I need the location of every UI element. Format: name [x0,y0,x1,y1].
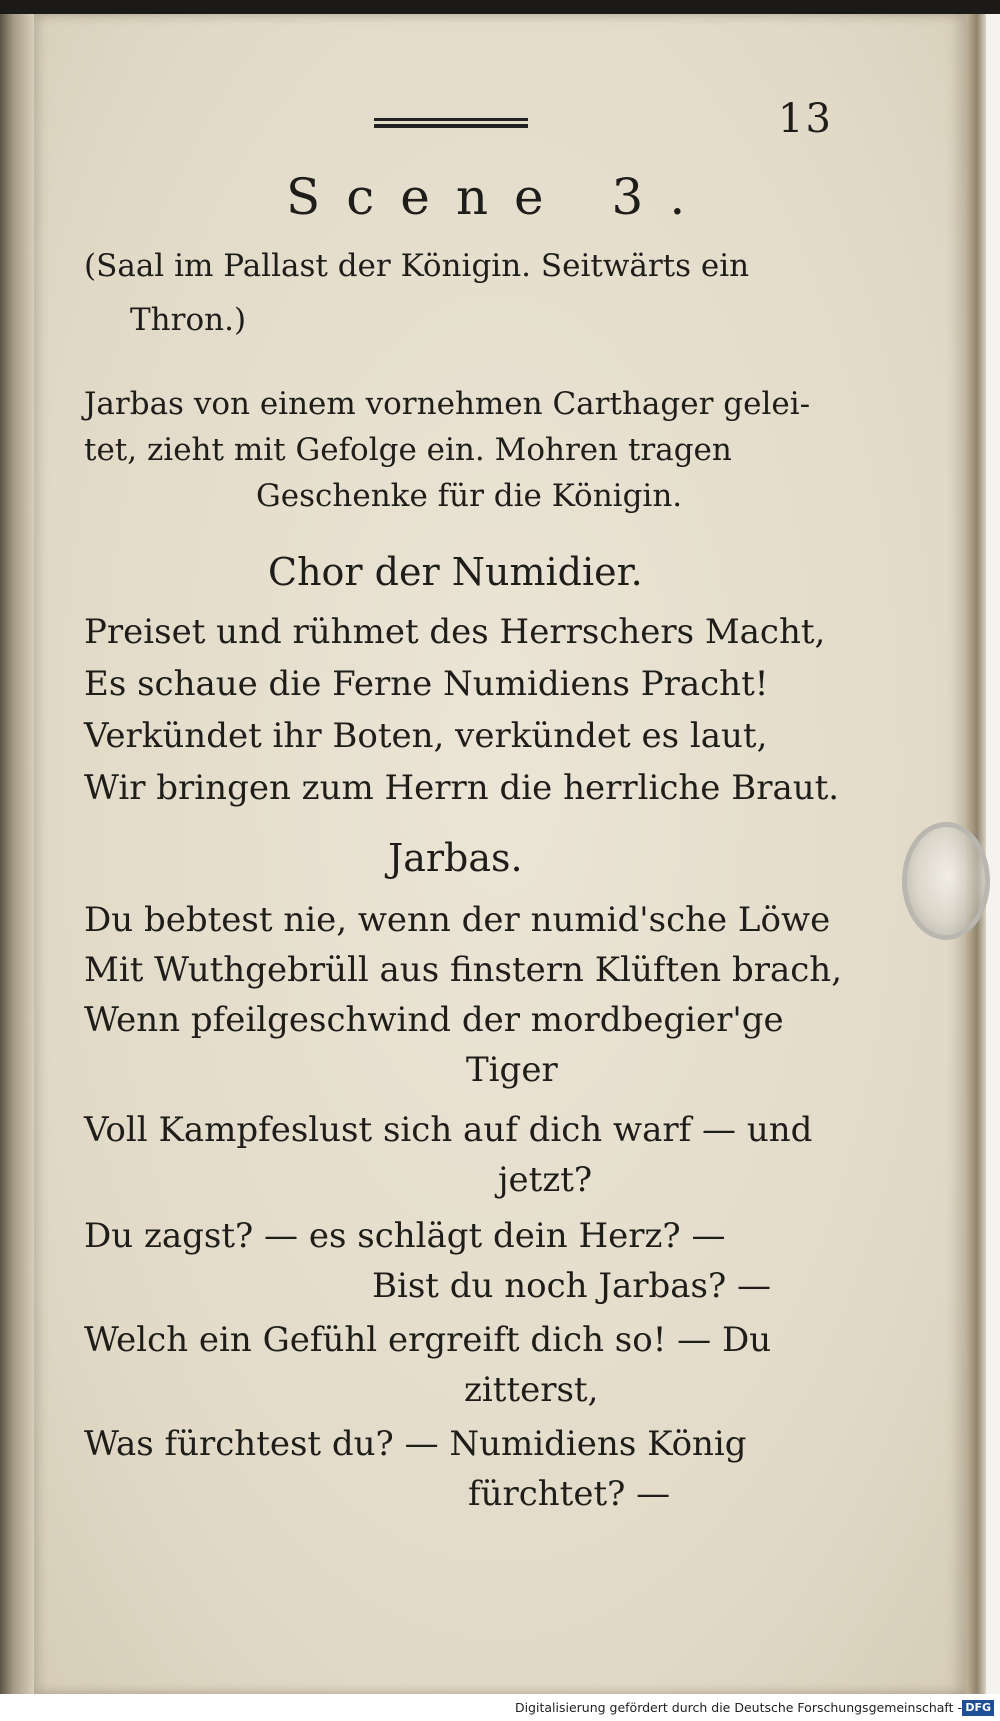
verse-line: Mit Wuthgebrüll aus finstern Klüften brach, [84,950,843,990]
dfg-logo: DFG [962,1700,994,1716]
verse-line: Du zagst? — es schlägt dein Herz? — [84,1216,726,1256]
verse-continuation: zitterst, [464,1370,599,1410]
verse-line: Es schaue die Ferne Numidiens Pracht! [84,664,769,704]
page-clip [902,822,990,940]
direction-line: Jarbas von einem vornehmen Carthager gelei- [84,386,811,422]
verse-line: Wir bringen zum Herrn die herrliche Braut. [84,768,840,808]
footer-credit: Digitalisierung gefördert durch die Deutsche Forschungsgemeinschaft - [514,1700,962,1715]
scan-border-top [0,0,1000,14]
verse-line: Voll Kampfeslust sich auf dich warf — und [84,1110,813,1150]
verse-line: Welch ein Gefühl ergreift dich so! — Du [84,1320,772,1360]
ornamental-rule [374,118,528,130]
verse-line: Was fürchtest du? — Numidiens König [84,1424,747,1464]
book-gutter [0,14,34,1694]
speaker-chorus: Chor der Numidier. [268,550,643,594]
direction-line: Geschenke für die Königin. [256,478,683,514]
scene-heading: Scene 3. [286,168,712,226]
verse-continuation: Tiger [466,1050,558,1090]
stage-direction-line: Thron.) [130,302,247,338]
verse-continuation: jetzt? [498,1160,593,1200]
verse-continuation: Bist du noch Jarbas? — [372,1266,772,1306]
verse-line: Wenn pfeilgeschwind der mordbegier'ge [84,1000,784,1040]
direction-line: tet, zieht mit Gefolge ein. Mohren tragen [84,432,732,468]
verse-line: Verkündet ihr Boten, verkündet es laut, [84,716,768,756]
verse-line: Preiset und rühmet des Herrschers Macht, [84,612,826,652]
verse-continuation: fürchtet? — [468,1474,671,1514]
page-number: 13 [778,96,833,142]
verse-line: Du bebtest nie, wenn der numid'sche Löwe [84,900,831,940]
speaker-jarbas: Jarbas. [388,836,523,880]
stage-direction-line: (Saal im Pallast der Königin. Seitwärts ein [84,248,750,284]
